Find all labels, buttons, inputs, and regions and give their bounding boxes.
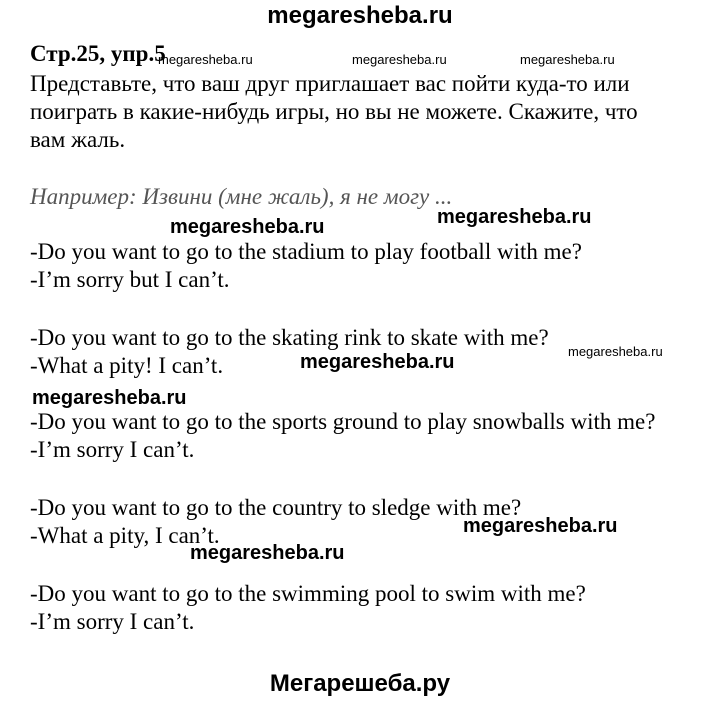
- dialogue-3-answer: -I’m sorry I can’t.: [30, 437, 195, 462]
- dialogue-5-answer: -I’m sorry I can’t.: [30, 609, 195, 634]
- exercise-heading: Стр.25, упр.5: [30, 41, 166, 66]
- watermark: megaresheba.ru: [170, 216, 325, 238]
- watermark: megaresheba.ru: [300, 351, 455, 373]
- instruction-line-1: Представьте, что ваш друг приглашает вас пойти куда-то или: [30, 71, 630, 96]
- header-watermark: megaresheba.ru: [267, 2, 453, 29]
- watermark: megaresheba.ru: [568, 344, 663, 359]
- watermark: megaresheba.ru: [158, 52, 253, 67]
- watermark: megaresheba.ru: [437, 206, 592, 228]
- watermark: megaresheba.ru: [352, 52, 447, 67]
- dialogue-1-answer: -I’m sorry but I can’t.: [30, 267, 230, 292]
- dialogue-3-question: -Do you want to go to the sports ground to play snowballs with me?: [30, 409, 656, 434]
- dialogue-1-question: -Do you want to go to the stadium to play football with me?: [30, 239, 582, 264]
- example-line: Например: Извини (мне жаль), я не могу ...: [30, 184, 453, 209]
- dialogue-2-answer: -What a pity! I can’t.: [30, 353, 224, 378]
- dialogue-4-question: -Do you want to go to the country to sledge with me?: [30, 495, 522, 520]
- watermark: megaresheba.ru: [190, 542, 345, 564]
- instruction-line-2: поиграть в какие-нибудь игры, но вы не можете. Скажите, что: [30, 99, 638, 124]
- watermark: megaresheba.ru: [520, 52, 615, 67]
- watermark: megaresheba.ru: [32, 387, 187, 409]
- watermark: megaresheba.ru: [463, 515, 618, 537]
- instruction-line-3: вам жаль.: [30, 127, 126, 152]
- footer-watermark: Мегарешеба.ру: [269, 670, 451, 697]
- dialogue-4-answer: -What a pity, I can’t.: [30, 523, 220, 548]
- dialogue-5-question: -Do you want to go to the swimming pool to swim with me?: [30, 581, 586, 606]
- dialogue-2-question: -Do you want to go to the skating rink to skate with me?: [30, 325, 549, 350]
